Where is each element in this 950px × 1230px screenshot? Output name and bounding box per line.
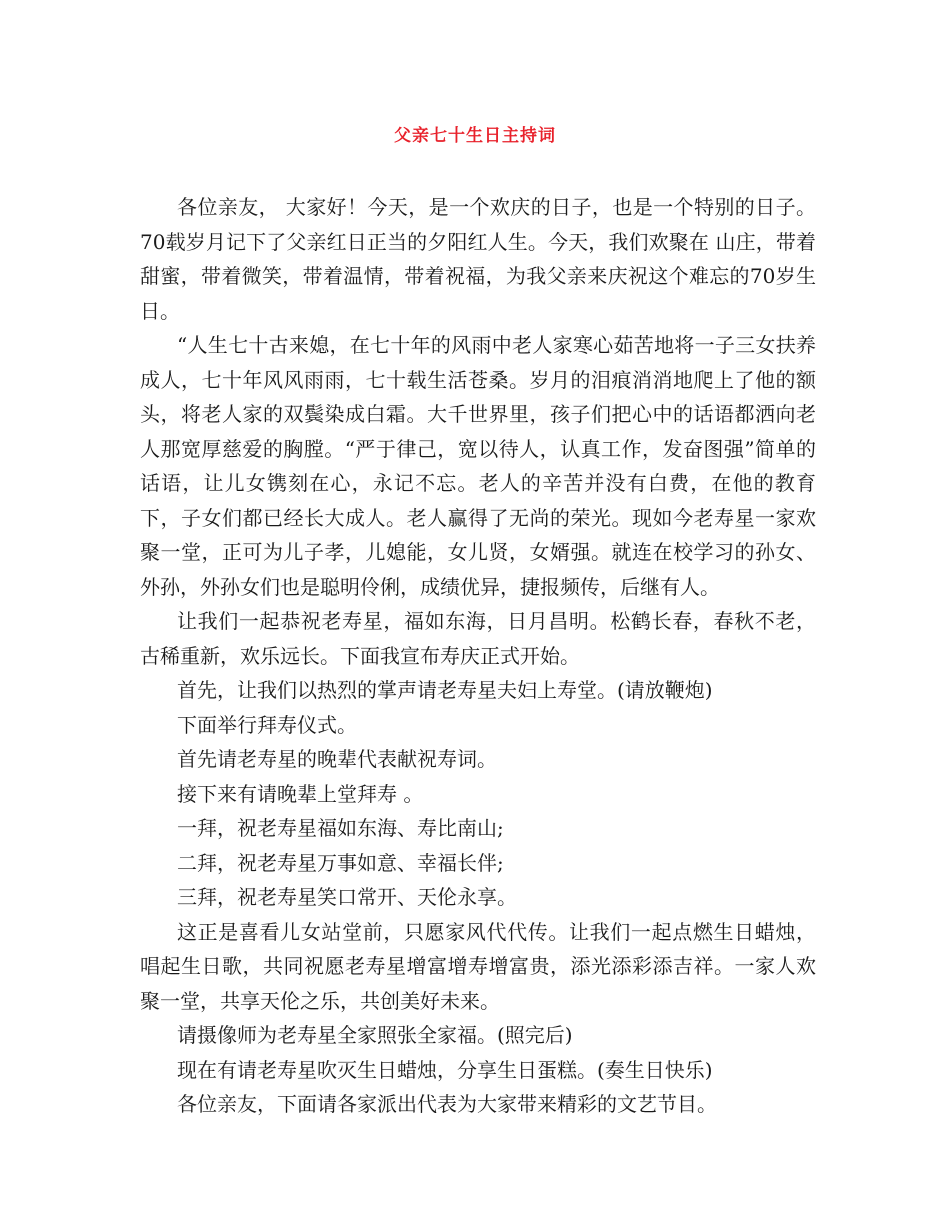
paragraph-greeting: 各位亲友， 大家好！今天，是一个欢庆的日子，也是一个特别的日子。70载岁月记下了父亲红日正当的夕阳红人生。今天，我们欢聚在 山庄，带着甜蜜，带着微笑，带着温情，带着祝福，为我父亲来庆祝这个难忘的70岁生日。 xyxy=(140,195,816,323)
paragraph-photo: 请摄像师为老寿星全家照张全家福。(照完后) xyxy=(177,1023,573,1047)
paragraph-performance: 各位亲友，下面请各家派出代表为大家带来精彩的文艺节目。 xyxy=(177,1092,717,1116)
paragraph-bow-three: 三拜，祝老寿星笑口常开、天伦永享。 xyxy=(177,885,517,909)
paragraph-tribute: “人生七十古来媳，在七十年的风雨中老人家寒心茹苦地将一子三女扶养成人，七十年风风雨雨，七十载生活苍桑。岁月的泪痕消消地爬上了他的额头，将老人家的双鬓染成白霜。大千世界里，孩子们把心中的话语都洒向老人那宽厚慈爱的胸膛。“严于律己，宽以待人，认真工作，发奋图强”简单的话语，让儿女镌刻在心，永记不忘。老人的辛苦并没有白费，在他的教育下，子女们都已经长大成人。老人赢得了无尚的荣光。现如今老寿星一家欢聚一堂，正可为儿子孝，儿媳能，女儿贤，女婿强。就连在校学习的孙女、外孙，外孙女们也是聪明伶俐，成绩优异，捷报频传，后继有人。 xyxy=(140,333,816,599)
paragraph-candles: 这正是喜看儿女站堂前，只愿家风代代传。让我们一起点燃生日蜡烛，唱起生日歌，共同祝愿老寿星增富增寿增富贵，添光添彩添吉祥。一家人欢聚一堂，共享天伦之乐，共创美好未来。 xyxy=(140,919,816,1013)
paragraph-speech: 首先请老寿星的晚辈代表献祝寿词。 xyxy=(177,747,497,771)
paragraph-ceremony: 下面举行拜寿仪式。 xyxy=(177,712,357,737)
paragraph-bow-invite: 接下来有请晚辈上堂拜寿 。 xyxy=(177,781,424,806)
paragraph-applause: 首先，让我们以热烈的掌声请老寿星夫妇上寿堂。(请放鞭炮) xyxy=(177,678,713,702)
document-title: 父亲七十生日主持词 xyxy=(394,126,556,146)
document-body xyxy=(140,190,816,1122)
paragraph-blessing: 让我们一起恭祝老寿星，福如东海，日月昌明。松鹤长春，春秋不老，古稀重新，欢乐远长。下面我宣布寿庆正式开始。 xyxy=(140,609,816,668)
paragraph-bow-two: 二拜，祝老寿星万事如意、幸福长伴; xyxy=(177,850,504,875)
paragraph-cake: 现在有请老寿星吹灭生日蜡烛，分享生日蛋糕。(奏生日快乐) xyxy=(177,1057,713,1082)
paragraph-bow-one: 一拜，祝老寿星福如东海、寿比南山; xyxy=(177,816,504,840)
